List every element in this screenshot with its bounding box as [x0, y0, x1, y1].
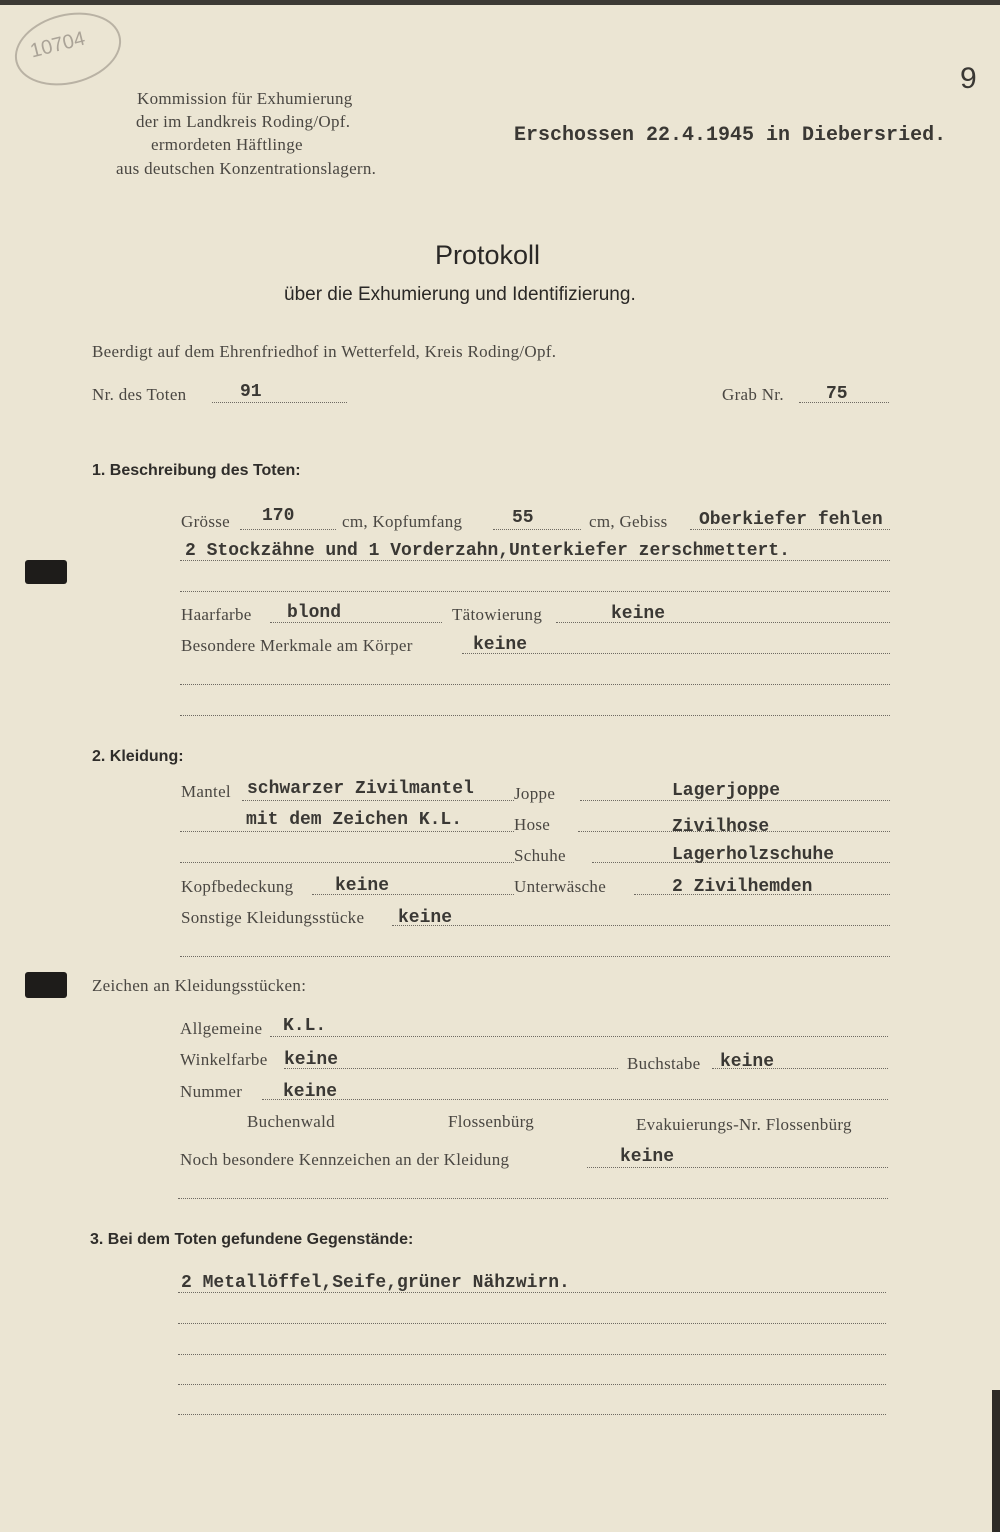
commission-line-2: der im Landkreis Roding/Opf.: [136, 112, 351, 131]
shoes-label: Schuhe: [514, 846, 566, 865]
marks-heading: Zeichen an Kleidungsstücken:: [92, 976, 307, 995]
dead-number-line: [212, 402, 347, 403]
other-clothing-line: [392, 925, 890, 926]
number-value: keine: [283, 1082, 338, 1102]
teeth-value-2: 2 Stockzähne und 1 Vorderzahn,Unterkiefer zerschmettert.: [185, 541, 790, 561]
general-mark-value: K.L.: [283, 1016, 327, 1036]
blank-line: [178, 1323, 886, 1324]
other-clothing-label: Sonstige Kleidungsstücke: [181, 908, 365, 927]
camp-buchenwald-label: Buchenwald: [247, 1112, 335, 1131]
commission-line-3: ermordeten Häftlinge: [151, 135, 303, 154]
page-edge-shadow: [992, 1390, 1000, 1532]
coat-value: schwarzer Zivilmantel: [247, 779, 474, 799]
dead-number-value: 91: [240, 382, 262, 402]
blank-line: [178, 1198, 888, 1199]
size-unit: cm, Kopfumfang: [342, 512, 463, 531]
hair-label: Haarfarbe: [181, 605, 252, 624]
commission-line-1: Kommission für Exhumierung: [137, 89, 353, 108]
coat-line: [242, 800, 514, 801]
grave-number-label: Grab Nr.: [722, 385, 784, 404]
evacuation-number-label: Evakuierungs-Nr. Flossenbürg: [636, 1115, 852, 1134]
size-label: Grösse: [181, 512, 231, 531]
marks-label: Besondere Merkmale am Körper: [181, 636, 413, 655]
size-value: 170: [262, 506, 295, 526]
underwear-value: 2 Zivilhemden: [672, 877, 813, 897]
general-mark-label: Allgemeine: [180, 1019, 263, 1038]
tattoo-label: Tätowierung: [452, 605, 543, 624]
pants-value: Zivilhose: [672, 817, 770, 837]
shot-note: Erschossen 22.4.1945 in Diebersried.: [514, 124, 947, 147]
blank-line: [180, 715, 890, 716]
head-line: [493, 529, 581, 530]
tattoo-line: [556, 622, 890, 623]
head-unit: cm, Gebiss: [589, 512, 668, 531]
special-marks-label: Noch besondere Kennzeichen an der Kleidung: [180, 1150, 510, 1169]
blank-line: [178, 1384, 886, 1385]
archive-stamp-number: 10704: [28, 27, 88, 63]
hair-value: blond: [287, 603, 342, 623]
blank-line: [180, 684, 890, 685]
section1-heading: 1. Beschreibung des Toten:: [92, 462, 301, 479]
blank-line: [180, 862, 514, 863]
marks-value: keine: [473, 635, 528, 655]
coat-value-2: mit dem Zeichen K.L.: [246, 810, 463, 830]
blank-line: [180, 956, 890, 957]
top-edge: [0, 0, 1000, 5]
number-label: Nummer: [180, 1082, 243, 1101]
camp-flossenburg-label: Flossenbürg: [448, 1112, 535, 1131]
blank-line: [178, 1354, 886, 1355]
letter-label: Buchstabe: [627, 1054, 701, 1073]
triangle-color-value: keine: [284, 1050, 339, 1070]
coat-line-2: [180, 831, 514, 832]
coat-label: Mantel: [181, 782, 231, 801]
other-clothing-value: keine: [398, 908, 453, 928]
size-line: [240, 529, 336, 530]
blank-line: [180, 591, 890, 592]
letter-value: keine: [720, 1052, 775, 1072]
headwear-label: Kopfbedeckung: [181, 877, 294, 896]
shoes-value: Lagerholzschuhe: [672, 845, 835, 865]
dead-number-label: Nr. des Toten: [92, 385, 187, 404]
found-items-value: 2 Metallöffel,Seife,grüner Nähzwirn.: [181, 1273, 570, 1293]
headwear-value: keine: [335, 876, 390, 896]
special-marks-line: [587, 1167, 888, 1168]
blank-line: [178, 1414, 886, 1415]
grave-number-value: 75: [826, 384, 848, 404]
teeth-value: Oberkiefer fehlen: [699, 510, 883, 530]
burial-place: Beerdigt auf dem Ehrenfriedhof in Wetterfeld, Kreis Roding/Opf.: [92, 342, 557, 361]
pants-label: Hose: [514, 815, 551, 834]
section2-heading: 2. Kleidung:: [92, 748, 184, 765]
section3-heading: 3. Bei dem Toten gefundene Gegenstände:: [90, 1231, 414, 1248]
special-marks-value: keine: [620, 1147, 675, 1167]
punch-hole: [25, 560, 67, 584]
document-title: Protokoll: [435, 240, 541, 270]
punch-hole: [25, 972, 67, 998]
tattoo-value: keine: [611, 604, 666, 624]
page-number: 9: [960, 62, 977, 95]
commission-line-4: aus deutschen Konzentrationslagern.: [116, 159, 377, 178]
head-value: 55: [512, 508, 534, 528]
jacket-value: Lagerjoppe: [672, 781, 781, 801]
document-subtitle: über die Exhumierung und Identifizierung.: [284, 284, 636, 305]
triangle-color-label: Winkelfarbe: [180, 1050, 268, 1069]
jacket-label: Joppe: [514, 784, 556, 803]
general-mark-line: [270, 1036, 888, 1037]
number-line: [262, 1099, 888, 1100]
underwear-label: Unterwäsche: [514, 877, 607, 896]
